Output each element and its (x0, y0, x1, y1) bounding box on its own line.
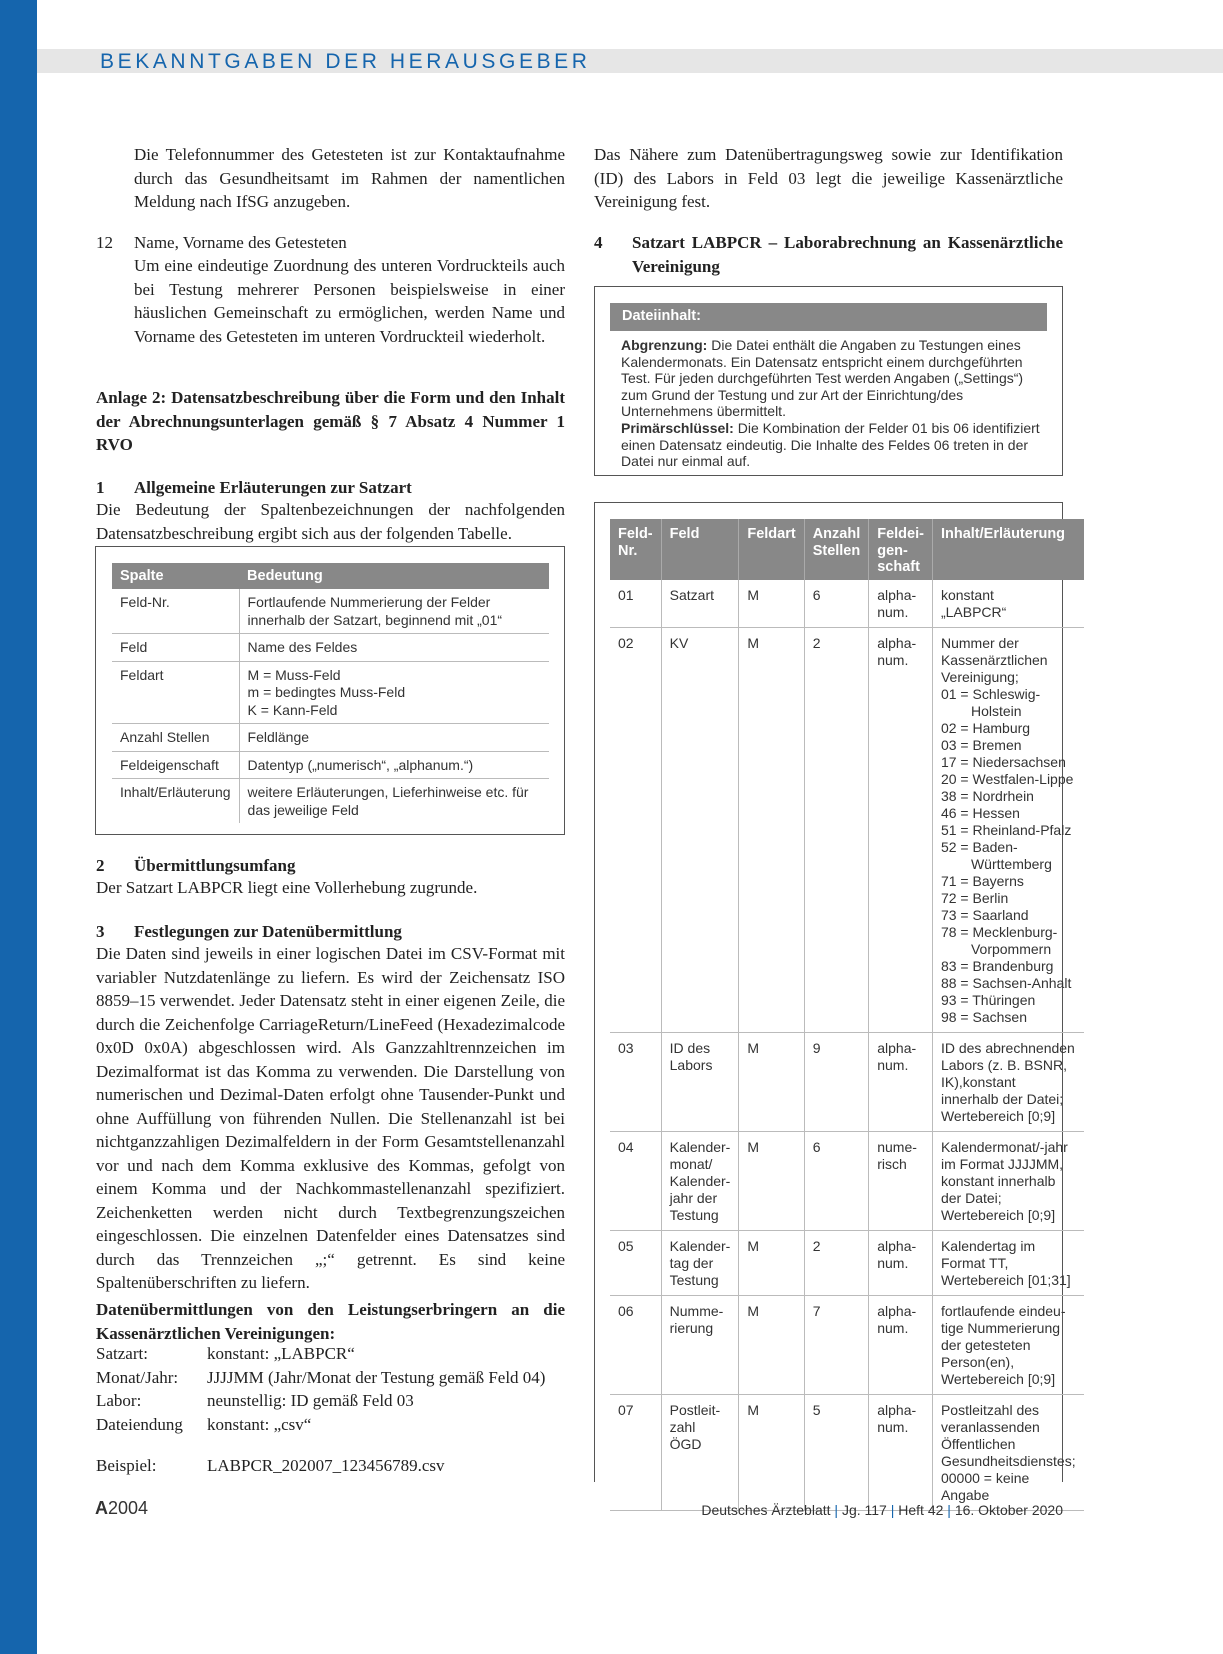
legend-cell-spalte: Feld-Nr. (112, 589, 239, 634)
field-header-cell: Inhalt/Erläuterung (932, 519, 1083, 580)
dateiinhalt-heading: Dateiinhalt: (622, 308, 701, 324)
field-row (610, 1295, 1084, 1394)
kv-code-item: 78 = Mecklenburg- (940, 923, 1058, 940)
kv-code-item: 88 = Sachsen-Anhalt (940, 974, 1072, 991)
field-cell-nr-text: 04 (618, 1138, 634, 1155)
section-1-text: Die Bedeutung der Spaltenbezeichnungen der nachfolgenden Datensatzbeschreibung ergibt sich aus der folgenden Tabelle. (96, 500, 565, 543)
field-cell-feldart-text: M (747, 1039, 760, 1056)
legend-row (112, 661, 549, 724)
section-2-text: Der Satzart LABPCR liegt eine Vollerhebung zugrunde. (96, 878, 478, 897)
footer-issue: Heft 42 (898, 1502, 944, 1518)
footer-volume: Jg. 117 (841, 1502, 887, 1518)
legend-header-spalte: Spalte (112, 563, 239, 589)
field-cell-stellen-text: 9 (812, 1039, 821, 1056)
transfer-title: Datenübermittlungen von den Leistungserbringern an die Kassenärztlichen Vereinigungen: (96, 1300, 565, 1343)
field-cell-eigenschaft-text: alpha- num. (877, 634, 917, 668)
field-header-cell: Feldart (739, 519, 804, 580)
field-cell-feld-text: Numme- rierung (669, 1302, 724, 1336)
kv-code-item: 93 = Thüringen (940, 991, 1036, 1008)
transfer-spec-row (96, 1413, 571, 1437)
section-4-number: 4 (594, 233, 603, 252)
field-row (610, 1230, 1084, 1295)
field-cell-stellen (804, 1230, 869, 1295)
legend-cell-spalte: Feld (112, 634, 239, 662)
section-2-title: Übermittlungsumfang (134, 856, 296, 875)
legend-cell-bedeutung: M = Muss-Feld m = bedingtes Muss-Feld K = Kann-Feld (239, 661, 549, 724)
field-table-box (594, 502, 1076, 1503)
primaerschluessel-label: Primärschlüssel: (621, 419, 734, 436)
field-cell-feldart (739, 1394, 804, 1510)
legend-cell-bedeutung: Datentyp („numerisch“, „alphanum.“) (239, 751, 549, 779)
field-cell-inhalt (932, 627, 1083, 1032)
kv-code-item: 98 = Sachsen (940, 1008, 1027, 1025)
intro-paragraph-right: Das Nähere zum Datenübertragungsweg sowie zur Identifikation (ID) des Labors in Feld 03 legt die jeweilige Kassenärztliche Vereinigung fest. (594, 145, 1063, 211)
field-cell-inhalt (932, 1131, 1083, 1230)
field-cell-stellen (804, 1032, 869, 1131)
field-cell-feldart (739, 1295, 804, 1394)
field-cell-feldart (739, 1230, 804, 1295)
field-cell-feld-text: Postleit- zahl ÖGD (669, 1401, 721, 1452)
legend-cell-spalte: Anzahl Stellen (112, 724, 239, 752)
transfer-spec-row (96, 1389, 571, 1413)
field-cell-feld (661, 1295, 739, 1394)
kv-code-item: 52 = Baden- (940, 838, 1018, 855)
kv-code-item-continuation: Holstein (970, 702, 1022, 719)
field-cell-eigenschaft-text: alpha- num. (877, 1401, 917, 1435)
section-3-title: Festlegungen zur Datenübermittlung (134, 922, 402, 941)
field-cell-nr-text: 05 (618, 1237, 634, 1254)
legend-header-bedeutung: Bedeutung (239, 563, 549, 589)
kv-code-item: 83 = Brandenburg (940, 957, 1054, 974)
field-cell-inhalt (932, 1230, 1083, 1295)
kv-code-item: 73 = Saarland (940, 906, 1029, 923)
dateiinhalt-text (621, 337, 1041, 470)
field-cell-stellen (804, 1295, 869, 1394)
abgrenzung-label: Abgrenzung: (621, 337, 708, 353)
field-cell-eigenschaft-text: alpha- num. (877, 1237, 917, 1271)
field-cell-feldart-text: M (747, 1401, 760, 1418)
legend-cell-bedeutung: Fortlaufende Nummerierung der Felder innerhalb der Satzart, beginnend mit „01“ (239, 589, 549, 634)
field-cell-inhalt (932, 1032, 1083, 1131)
field-cell-nr-text: 02 (618, 634, 634, 651)
transfer-spec-key: Satzart: (96, 1344, 148, 1363)
field-cell-feld-text: Satzart (669, 586, 714, 603)
kv-code-item: 46 = Hessen (940, 804, 1020, 821)
kv-code-item-continuation: Württemberg (970, 855, 1052, 872)
field-cell-feld (661, 1032, 739, 1131)
field-header-cell: Feld (661, 519, 739, 580)
page-number (95, 1498, 148, 1519)
field-cell-inhalt-text: Nummer der Kassenärztlichen Vereinigung; (940, 634, 1048, 685)
legend-row (112, 724, 549, 752)
field-header-cell: Feld- Nr. (610, 519, 661, 580)
section-header-title: BEKANNTGABEN DER HERAUSGEBER (100, 50, 591, 73)
transfer-spec-key: Monat/Jahr: (96, 1367, 179, 1387)
field-cell-feldart-text: M (747, 1302, 760, 1319)
field-cell-inhalt-text: ID des abrechnenden Labors (z. B. BSNR, IK),konstant innerhalb der Datei; Wertebereich [0;9] (940, 1039, 1075, 1124)
field-cell-feldart-text: M (747, 1237, 760, 1254)
kv-code-item: 20 = Westfalen-Lippe (940, 770, 1074, 787)
item-12-number: 12 (96, 233, 113, 252)
abgrenzung-text: Die Datei enthält die Angaben zu Testungen eines Kalendermonats. Ein Datensatz entspricht einem durchgeführten Test. Für jeden durchgeführten Test werden Angaben („Settings“) zum Grund der Testung und zur Art der Einrichtung/des Unternehmens übermittelt. (621, 337, 1024, 420)
field-cell-inhalt (932, 1394, 1083, 1510)
footer-citation: Deutsches Ärzteblatt | Jg. 117 | Heft 42 | 16. Oktober 2020 (701, 1502, 1063, 1518)
legend-row (112, 779, 549, 824)
field-cell-stellen-text: 2 (812, 1237, 821, 1254)
example-filename: LABPCR_202007_123456789.csv (207, 1456, 445, 1475)
transfer-spec-row (96, 1366, 571, 1390)
kv-code-item: 02 = Hamburg (940, 719, 1031, 736)
legend-cell-spalte: Feldart (112, 661, 239, 724)
field-cell-nr (610, 1394, 661, 1510)
field-cell-eigenschaft-text: alpha- num. (877, 1302, 917, 1336)
transfer-spec-row (96, 1342, 571, 1366)
field-cell-feldart (739, 580, 804, 628)
field-cell-stellen (804, 1394, 869, 1510)
field-cell-feld-text: KV (669, 634, 689, 651)
field-header-cell: Feldei- gen- schaft (869, 519, 933, 580)
field-cell-eigenschaft (869, 1230, 933, 1295)
field-cell-feldart (739, 627, 804, 1032)
field-cell-eigenschaft (869, 580, 933, 628)
field-cell-stellen-text: 6 (812, 586, 821, 603)
field-cell-nr (610, 1131, 661, 1230)
example-label: Beispiel: (96, 1456, 157, 1475)
transfer-spec-value: neunstellig: ID gemäß Feld 03 (207, 1391, 414, 1410)
kv-code-item: 03 = Bremen (940, 736, 1022, 753)
kv-code-item: 17 = Niedersachsen (940, 753, 1066, 770)
kv-code-list (941, 686, 1076, 1026)
field-cell-nr-text: 07 (618, 1401, 634, 1418)
field-header-cell: Anzahl Stellen (804, 519, 869, 580)
field-cell-eigenschaft (869, 1394, 933, 1510)
field-table-header-row (610, 519, 1084, 580)
page-prefix: A (95, 1498, 108, 1518)
field-row (610, 1131, 1084, 1230)
legend-row (112, 751, 549, 779)
section-3-number: 3 (96, 922, 105, 941)
transfer-spec-key: Dateiendung (96, 1414, 183, 1434)
field-cell-inhalt-text: Kalendermonat/-jahr im Format JJJJMM, konstant innerhalb der Datei; Wertebereich [0;9] (940, 1138, 1068, 1223)
field-cell-nr-text: 03 (618, 1039, 634, 1056)
field-cell-nr (610, 580, 661, 628)
field-cell-inhalt (932, 1295, 1083, 1394)
field-cell-feld (661, 1230, 739, 1295)
transfer-spec-key: Labor: (96, 1391, 142, 1410)
primaerschluessel-text: Die Kombination der Felder 01 bis 06 identifiziert einen Datensatz eindeutig. Die Inhalte des Feldes 06 treten in der Datei nur einmal auf. (621, 419, 1040, 470)
field-cell-stellen-text: 5 (812, 1401, 821, 1418)
section-3-text: Die Daten sind jeweils in einer logischen Datei im CSV-Format mit variabler Nutzdatenlänge zu liefern. Es wird der Zeichensatz ISO 8859–15 verwendet. Jeder Datensatz steht in einer eigenen Zeile, die durch die Zeichenfolge CarriageReturn/LineFeed (Hexadezimalcode 0x0D 0x0A) abgeschlossen wird. Als Ganzzahltrennzeichen im Dezimalformat ist das Komma zu verwenden. Die Darstellung von numerischen und Dezimal-Daten erfolgt ohne Tausender-Punkt und ohne Auffüllung von führenden Nullen. Die Stellenanzahl ist bei nichtganzzahligen Dezimalfeldern in der Form Gesamtstellenanzahl vor und nach dem Komma exklusive des Kommas, gefolgt von einem Komma und der Nachkommastellenanzahl spezifiziert. Zeichenketten werden nicht durch Textbegrenzungszeichen eingeschlossen. Die einzelnen Datenfelder eines Datensatzes sind durch das Trennzeichen „;“ getrennt. Es sind keine Spaltenüberschriften zu liefern. (96, 944, 565, 1292)
legend-cell-spalte: Inhalt/Erläuterung (112, 779, 239, 824)
legend-header-row (112, 563, 549, 589)
left-color-bar (0, 0, 37, 1654)
field-cell-feldart-text: M (747, 1138, 760, 1155)
field-definition-table (610, 519, 1084, 1511)
item-12-text: Um eine eindeutige Zuordnung des unteren Vordruckteils auch bei Testung mehrerer Personen beispielsweise in einer häuslichen Gemeinschaft zu ermöglichen, werden Name und Vorname des Getesteten im unteren Vordruckteil wiederholt. (134, 256, 565, 346)
field-cell-nr-text: 06 (618, 1302, 634, 1319)
field-row (610, 580, 1084, 628)
field-cell-inhalt-text: konstant „LABPCR“ (940, 586, 1007, 620)
kv-code-item-continuation: Vorpommern (970, 940, 1052, 957)
field-cell-inhalt-text: Postleitzahl des veranlassenden Öffentlichen Gesundheitsdienstes; 00000 = keine Angabe (940, 1401, 1076, 1503)
field-cell-feldart (739, 1131, 804, 1230)
kv-code-item: 51 = Rheinland-Pfalz (940, 821, 1072, 838)
field-cell-feld-text: Kalender- monat/ Kalender- jahr der Testung (669, 1138, 731, 1223)
field-cell-feld-text: Kalender- tag der Testung (669, 1237, 731, 1288)
field-row (610, 1032, 1084, 1131)
field-cell-feld (661, 1131, 739, 1230)
section-1-number: 1 (96, 478, 105, 497)
field-cell-eigenschaft (869, 1032, 933, 1131)
footer-date: 16. Oktober 2020 (954, 1502, 1063, 1518)
field-cell-stellen-text: 7 (812, 1302, 821, 1319)
field-cell-nr (610, 1295, 661, 1394)
item-12-title: Name, Vorname des Getesteten (134, 233, 347, 252)
field-cell-nr (610, 627, 661, 1032)
legend-row (112, 634, 549, 662)
footer-journal: Deutsches Ärzteblatt (701, 1502, 831, 1518)
transfer-spec-value: konstant: „csv“ (207, 1414, 312, 1434)
transfer-spec-value: JJJJMM (Jahr/Monat der Testung gemäß Feld 04) (207, 1367, 546, 1387)
kv-code-item: 71 = Bayerns (940, 872, 1024, 889)
kv-code-item: 72 = Berlin (940, 889, 1009, 906)
intro-paragraph-left: Die Telefonnummer des Getesteten ist zur Kontaktaufnahme durch das Gesundheitsamt im Rahmen der namentlichen Meldung nach IfSG anzugeben. (134, 145, 565, 211)
legend-cell-spalte: Feldeigenschaft (112, 751, 239, 779)
field-cell-nr (610, 1230, 661, 1295)
field-cell-stellen-text: 6 (812, 1138, 821, 1155)
field-cell-stellen (804, 580, 869, 628)
field-cell-eigenschaft-text: alpha- num. (877, 586, 917, 620)
section-4-title: Satzart LABPCR – Laborabrechnung an Kassenärztliche Vereinigung (632, 233, 1063, 276)
anlage-2-title: Anlage 2: Datensatzbeschreibung über die Form und den Inhalt der Abrechnungsunterlagen gemäß § 7 Absatz 4 Nummer 1 RVO (96, 388, 565, 454)
field-cell-eigenschaft (869, 1131, 933, 1230)
field-cell-feldart (739, 1032, 804, 1131)
field-cell-eigenschaft (869, 1295, 933, 1394)
field-cell-stellen (804, 627, 869, 1032)
field-cell-nr-text: 01 (618, 586, 634, 603)
column-legend-box (95, 546, 565, 835)
page-number-value: 2004 (108, 1498, 149, 1518)
column-legend-table (112, 563, 549, 823)
field-cell-inhalt-text: Kalendertag im Format TT, Wertebereich [01;31] (940, 1237, 1071, 1288)
field-cell-feld (661, 627, 739, 1032)
section-1-title: Allgemeine Erläuterungen zur Satzart (134, 478, 412, 497)
field-cell-nr (610, 1032, 661, 1131)
legend-row (112, 589, 549, 634)
field-cell-eigenschaft-text: alpha- num. (877, 1039, 917, 1073)
kv-code-item: 01 = Schleswig- (940, 685, 1041, 702)
legend-cell-bedeutung: Feldlänge (239, 724, 549, 752)
field-row (610, 1394, 1084, 1510)
legend-cell-bedeutung: weitere Erläuterungen, Lieferhinweise etc. für das jeweilige Feld (247, 784, 529, 818)
field-cell-eigenschaft-text: nume- risch (877, 1138, 917, 1172)
kv-code-item: 38 = Nordrhein (940, 787, 1034, 804)
field-cell-stellen-text: 2 (812, 634, 821, 651)
section-2-number: 2 (96, 856, 105, 875)
field-cell-feld (661, 580, 739, 628)
field-cell-stellen (804, 1131, 869, 1230)
dateiinhalt-box (594, 286, 1063, 476)
field-cell-feld (661, 1394, 739, 1510)
field-cell-feld-text: ID des Labors (669, 1039, 713, 1073)
legend-cell-bedeutung: Name des Feldes (239, 634, 549, 662)
field-cell-feldart-text: M (747, 586, 760, 603)
field-cell-eigenschaft (869, 627, 933, 1032)
field-cell-feldart-text: M (747, 634, 760, 651)
field-cell-inhalt-text: fortlaufende eindeu- tige Nummerierung der getesteten Person(en), Wertebereich [0;9] (940, 1302, 1066, 1387)
transfer-spec-value: konstant: „LABPCR“ (207, 1344, 355, 1363)
transfer-spec-list (96, 1342, 571, 1436)
dateiinhalt-heading-bar (610, 303, 1047, 331)
field-cell-inhalt (932, 580, 1083, 628)
field-row (610, 627, 1084, 1032)
